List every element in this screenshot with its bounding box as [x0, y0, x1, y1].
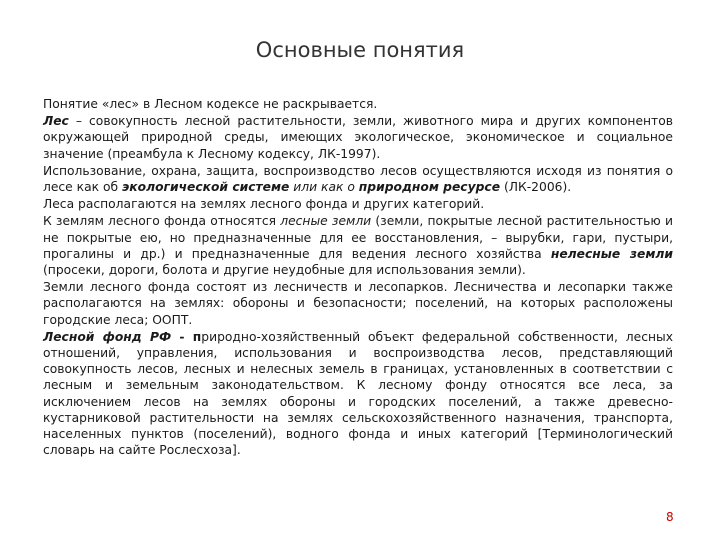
forest-fund-lands-text-a: К землям лесного фонда относятся — [43, 214, 281, 229]
paragraph-forest-use — [43, 163, 673, 195]
term-non-forest-lands: нелесные земли — [550, 246, 673, 261]
paragraph-forest-definition — [43, 113, 673, 162]
term-natural-resource: природном ресурсе — [358, 180, 501, 195]
forest-fund-definition-text: риродно-хозяйственный объект федеральной собственности, лесных отношений, управления, использования и воспроизводства лесов, представляющий совокупность лесов, лесных и нелесных земель в границах, установленных в соответствии с лесным и земельным законодательством. К лесному фонду относятся все леса, за исключением лесов на землях обороны и городских поселений, а также древесно-кустарниковой растительности на землях сельскохозяйственного назначения, транспорта, населенных пунктов (поселений), водного фонда и иных категорий [Терминологический словарь на сайте Рослесхоза]. — [43, 329, 673, 458]
page-number: 8 — [666, 510, 674, 524]
body-text — [43, 96, 673, 458]
paragraph-intro — [43, 96, 673, 112]
forest-definition-text: – совокупность лесной растительности, земли, животного мира и других компонентов окружающей природной среды, имеющих экологическое, экономическое и социальное значение (преамбула к Лесному кодексу, ЛК-1997). — [43, 114, 673, 161]
forest-use-text-c: или как о — [289, 180, 359, 195]
slide-title: Основные понятия — [255, 38, 465, 62]
forest-fund-lands-text-e: (просеки, дороги, болота и другие неудобные для использования земли). — [43, 263, 526, 278]
paragraph-forest-fund-definition — [43, 329, 673, 459]
term-ecological-system: экологической системе — [121, 180, 290, 195]
forest-location-text: Леса располагаются на землях лесного фонда и других категорий. — [43, 197, 485, 212]
term-forest: Лес — [43, 114, 69, 129]
forest-use-text-a: Использование, охрана, защита, воспроизводство лесов осуществляются исходя из понятия о лесе как об — [43, 163, 673, 195]
intro-text: Понятие «лес» в Лесном кодексе не раскрывается. — [43, 97, 378, 111]
paragraph-forestries — [43, 279, 673, 328]
paragraph-forest-location — [43, 196, 673, 212]
term-forest-lands: лесные земли — [280, 214, 372, 229]
forestries-text: Земли лесного фонда состоят из лесничеств и лесопарков. Лесничества и лесопарки также располагаются на землях: обороны и безопасности; поселений, на которых расположены городские леса; ООПТ. — [43, 280, 673, 327]
term-forest-fund-rf: Лесной фонд РФ — [43, 329, 172, 344]
forest-use-text-e: (ЛК-2006). — [500, 180, 572, 195]
forest-fund-lands-text-c: (земли, покрытые лесной растительностью и не покрытые ею, но предназначенные для ее восстановления, – вырубки, гари, пустыри, прогалины и др.) и предназначенные для ведения лесного хозяйства — [43, 214, 673, 261]
paragraph-forest-fund-lands — [43, 213, 673, 278]
forest-fund-dash: - п — [171, 329, 202, 344]
